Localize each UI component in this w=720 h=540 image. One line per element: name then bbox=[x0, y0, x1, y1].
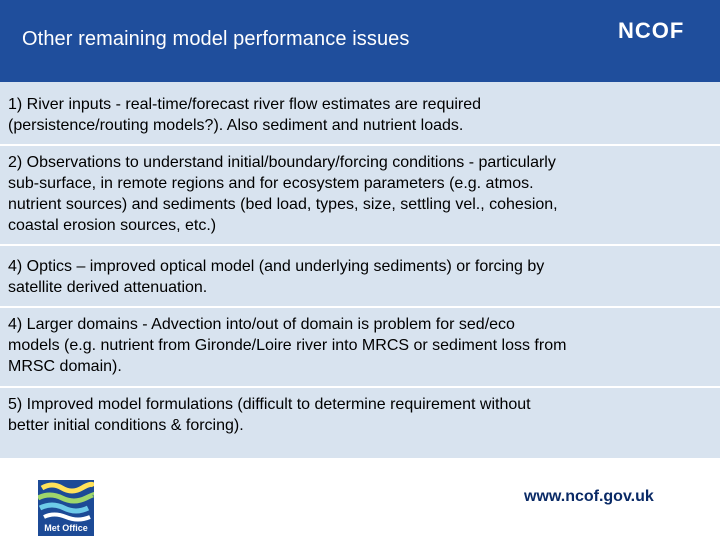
separator bbox=[0, 306, 720, 308]
met-office-waves-icon bbox=[38, 480, 94, 522]
issue-line: coastal erosion sources, etc.) bbox=[8, 217, 217, 234]
issue-line: satellite derived attenuation. bbox=[8, 279, 208, 296]
separator bbox=[0, 386, 720, 388]
issue-item-1 bbox=[8, 94, 714, 136]
separator bbox=[0, 144, 720, 146]
separator bbox=[0, 244, 720, 246]
issue-line: 5) Improved model formulations (difficult to determine requirement without bbox=[8, 396, 531, 413]
issue-item-3 bbox=[8, 256, 714, 298]
content-panel bbox=[0, 82, 720, 458]
met-office-label: Met Office bbox=[44, 523, 88, 533]
issue-item-4 bbox=[8, 314, 714, 377]
footer bbox=[0, 458, 720, 540]
issue-line: sub-surface, in remote regions and for ecosystem parameters (e.g. atmos. bbox=[8, 175, 534, 192]
issue-line: models (e.g. nutrient from Gironde/Loire river into MRCS or sediment loss from bbox=[8, 337, 567, 354]
issue-line: better initial conditions & forcing). bbox=[8, 417, 244, 434]
issue-line: nutrient sources) and sediments (bed load, types, size, settling vel., cohesion, bbox=[8, 196, 558, 213]
met-office-logo bbox=[38, 480, 94, 536]
issue-line: (persistence/routing models?). Also sediment and nutrient loads. bbox=[8, 117, 464, 134]
header-banner bbox=[0, 0, 720, 82]
issue-line: 4) Optics – improved optical model (and underlying sediments) or forcing by bbox=[8, 258, 545, 275]
ncof-logo: NCOF bbox=[618, 18, 685, 43]
slide-title: Other remaining model performance issues bbox=[22, 28, 410, 50]
issue-line: 1) River inputs - real-time/forecast river flow estimates are required bbox=[8, 96, 482, 113]
issue-line: 4) Larger domains - Advection into/out of domain is problem for sed/eco bbox=[8, 316, 515, 333]
issue-line: MRSC domain). bbox=[8, 358, 122, 375]
issue-item-5 bbox=[8, 394, 714, 436]
issue-line: 2) Observations to understand initial/boundary/forcing conditions - particularly bbox=[8, 154, 556, 171]
website-url[interactable]: www.ncof.gov.uk bbox=[524, 488, 654, 505]
issue-item-2 bbox=[8, 152, 714, 236]
